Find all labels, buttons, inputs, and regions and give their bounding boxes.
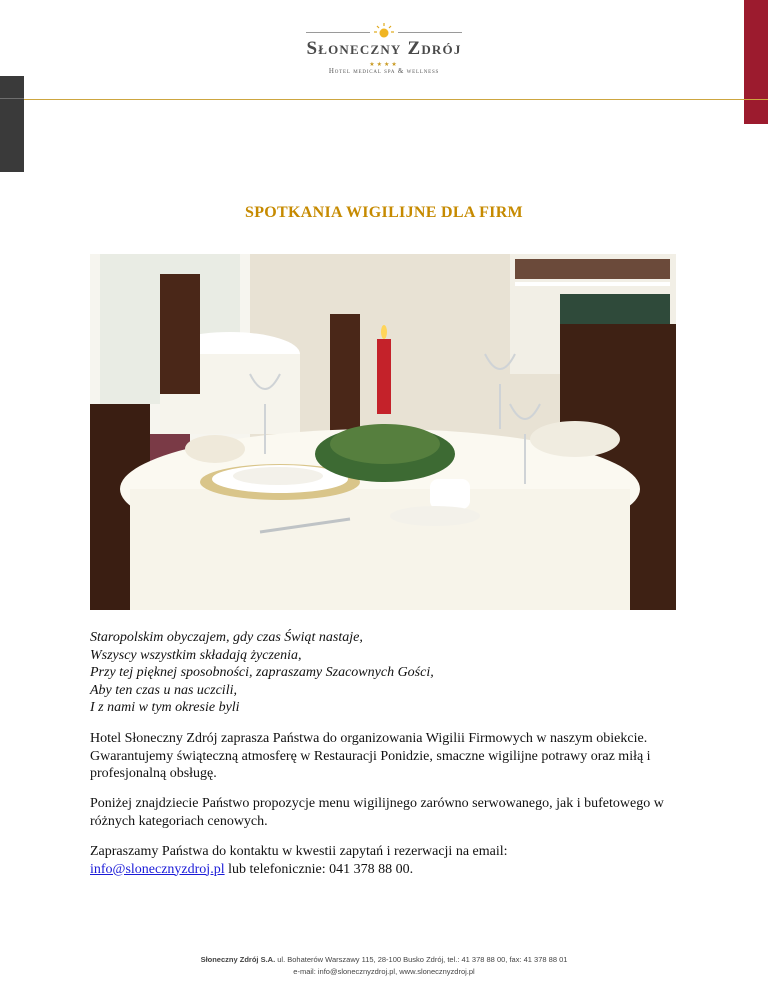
poem-line: I z nami w tym okresie byli	[90, 700, 240, 715]
poem-line: Staropolskim obyczajem, gdy czas Świąt nastaje,	[90, 630, 363, 645]
poem	[90, 629, 690, 717]
christmas-table-photo	[90, 254, 676, 610]
menu-paragraph: Poniżej znajdziecie Państwo propozycje menu wigilijnego zarówno serwowanego, jak i bufetowego w różnych kategoriach cenowych.	[90, 796, 664, 829]
phone-text: lub telefonicznie: 041 378 88 00.	[224, 861, 414, 877]
contact-paragraph	[90, 843, 690, 878]
footer-company: Słoneczny Zdrój S.A.	[200, 955, 276, 964]
footer-address: ul. Bohaterów Warszawy 115, 28-100 Busko Zdrój, tel.: 41 378 88 00, fax: 41 378 88 01	[275, 955, 568, 964]
poem-line: Wszyscy wszystkim składają życzenia,	[90, 647, 302, 663]
right-accent-bar	[744, 0, 768, 124]
header-rule	[24, 99, 768, 100]
left-decorative-bar	[0, 76, 24, 172]
sun-icon	[374, 23, 394, 39]
poem-line: Przy tej pięknej sposobności, zapraszamy Szacownych Gości,	[90, 665, 434, 680]
hotel-logo	[288, 20, 480, 80]
footer	[0, 954, 768, 978]
brand-tagline: Hotel medical spa & wellness	[328, 67, 440, 75]
intro-paragraph: Hotel Słoneczny Zdrój zaprasza Państwa do organizowania Wigilii Firmowych w naszym obiekcie. Gwarantujemy świąteczną atmosferę w Restauracji Ponidzie, smaczne wigilijne potrawy oraz miłą i profesjonalną obsługę.	[90, 731, 651, 781]
poem-line: Aby ten czas u nas uczcili,	[90, 682, 237, 698]
page-title: SPOTKANIA WIGILIJNE DLA FIRM	[245, 204, 523, 221]
contact-intro: Zapraszamy Państwa do kontaktu w kwestii zapytań i rezerwacji na email:	[90, 844, 508, 859]
brand-name: Słoneczny Zdrój	[306, 38, 462, 59]
email-link[interactable]: info@slonecznyzdroj.pl	[90, 861, 225, 877]
star-rating: ★★★★	[369, 62, 399, 68]
footer-contact: e-mail: info@slonecznyzdroj.pl, www.slonecznyzdroj.pl	[293, 967, 475, 976]
